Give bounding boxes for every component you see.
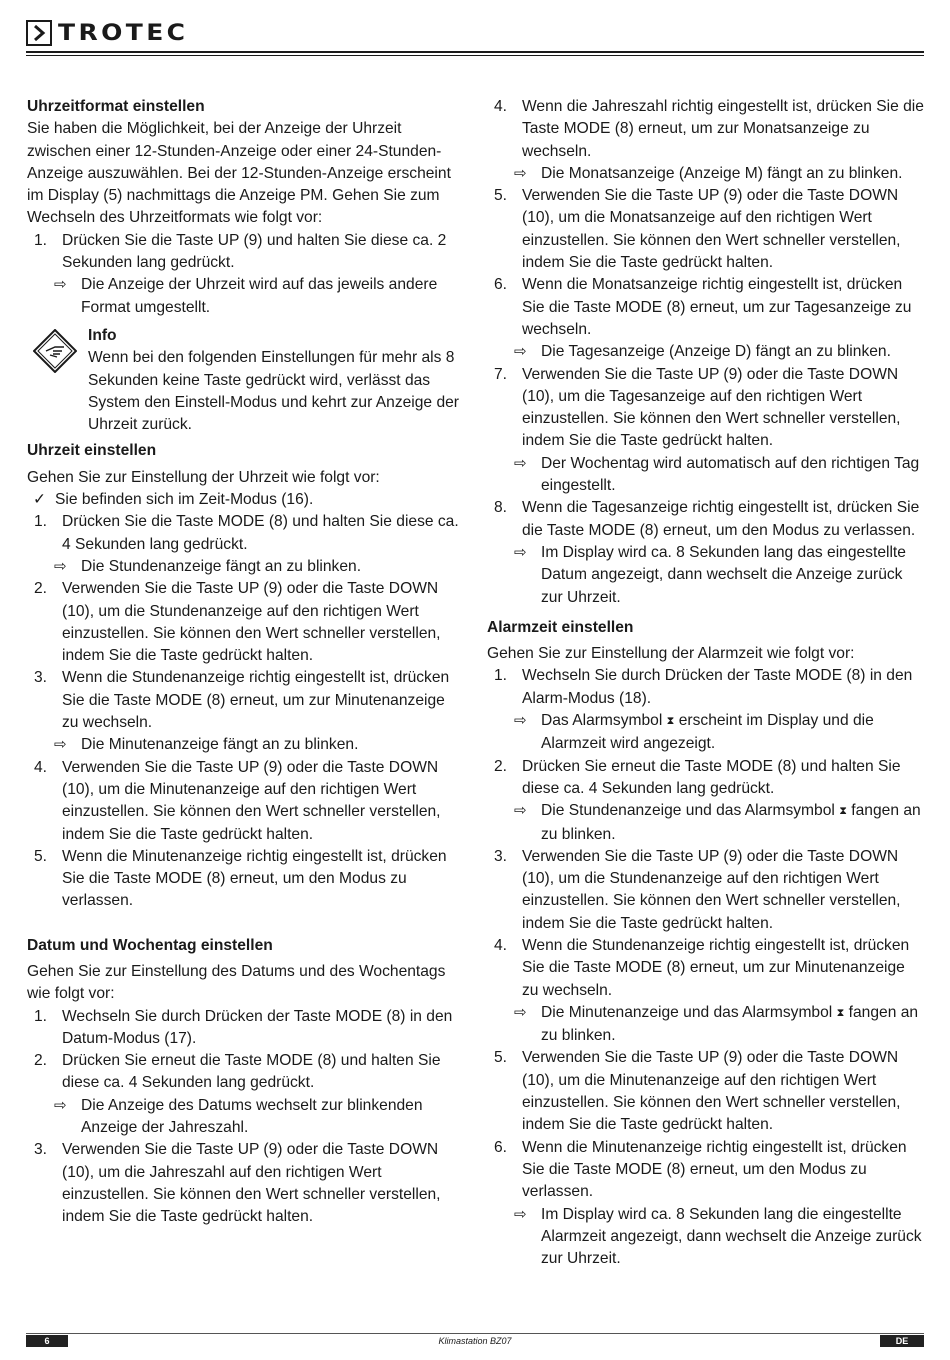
paragraph: Gehen Sie zur Einstellung der Uhrzeit wie folgt vor:	[27, 468, 380, 486]
list-number: 3.	[34, 1141, 48, 1159]
paragraph: Gehen Sie zur Einstellung des Datums und des Wochentags wie folgt vor:	[27, 962, 446, 1003]
result-text: Die Monatsanzeige (Anzeige M) fängt an zu blinken.	[541, 164, 903, 182]
list-number: 2.	[494, 757, 508, 775]
result-text: Die Stundenanzeige fängt an zu blinken.	[81, 557, 362, 575]
result-item	[487, 710, 925, 756]
check-icon: ✓	[33, 491, 47, 509]
list-item	[27, 1006, 465, 1051]
result-text: Die Tagesanzeige (Anzeige D) fängt an zu blinken.	[541, 343, 891, 361]
list-number: 8.	[494, 499, 508, 517]
list-number: 1.	[34, 513, 48, 531]
result-item	[27, 1095, 465, 1140]
list-number: 1.	[34, 1007, 48, 1025]
page-header	[26, 20, 924, 56]
arrow-right-icon: ⇨	[514, 164, 527, 182]
result-text: Im Display wird ca. 8 Sekunden lang die eingestellte Alarmzeit angezeigt, dann wechselt die Anzeige zurück zur Uhrzeit.	[541, 1205, 922, 1268]
result-text-a: Das Alarmsymbol	[541, 712, 663, 730]
result-item	[487, 453, 925, 498]
list-item	[487, 274, 925, 341]
brand-name: TROTEC	[58, 19, 189, 46]
list-text: Verwenden Sie die Taste UP (9) oder die Taste DOWN (10), um die Jahreszahl auf den richtigen Wert einzustellen. Sie können den Wert schneller verstellen, indem Sie die Taste gedrückt halten.	[62, 1141, 441, 1226]
list-number: 5.	[34, 847, 48, 865]
list-number: 3.	[494, 847, 508, 865]
result-item	[487, 341, 925, 363]
arrow-right-icon: ⇨	[514, 1003, 527, 1021]
list-text: Drücken Sie die Taste UP (9) und halten Sie diese ca. 2 Sekunden lang gedrückt.	[62, 231, 447, 272]
list-number: 2.	[34, 580, 48, 598]
result-item	[487, 1204, 925, 1271]
list-item	[27, 757, 465, 846]
list-item	[27, 667, 465, 734]
bell-icon: ⧗	[666, 715, 675, 728]
result-text: Die Anzeige des Datums wechselt zur blinkenden Anzeige der Jahreszahl.	[81, 1096, 423, 1137]
arrow-right-icon: ⇨	[54, 276, 67, 294]
right-column	[487, 96, 925, 1270]
list-number: 4.	[494, 98, 508, 115]
list-item	[27, 846, 465, 913]
arrow-right-icon: ⇨	[54, 736, 67, 754]
result-item	[27, 274, 465, 319]
list-number: 2.	[34, 1052, 48, 1070]
list-text: Wenn die Monatsanzeige richtig eingestellt ist, drücken Sie die Taste MODE (8) erneut, um zur Tagesanzeige zu wechseln.	[522, 276, 912, 338]
left-column	[27, 96, 465, 1229]
list-text: Wechseln Sie durch Drücken der Taste MODE (8) in den Alarm-Modus (18).	[522, 667, 913, 707]
bell-icon: ⧗	[836, 1006, 845, 1019]
list-number: 5.	[494, 1049, 508, 1067]
section-heading: Alarmzeit einstellen	[487, 618, 634, 636]
arrow-right-icon: ⇨	[54, 1096, 67, 1114]
result-text-b: fangen an zu blinken.	[541, 1003, 919, 1045]
bell-icon: ⧗	[839, 805, 847, 818]
list-number: 5.	[494, 187, 508, 205]
list-text: Wenn die Minutenanzeige richtig eingestellt ist, drücken Sie die Taste MODE (8) erneut, um den Modus zu verlassen.	[522, 1138, 907, 1201]
section-heading: Datum und Wochentag einstellen	[27, 936, 273, 954]
arrow-right-icon: ⇨	[514, 802, 527, 820]
info-text: Wenn bei den folgenden Einstellungen für mehr als 8 Sekunden keine Taste gedrückt wird, verlässt das System den Einstell-Modus und kehrt zur Anzeige der Uhrzeit zurück.	[88, 349, 459, 434]
list-item	[27, 1139, 465, 1228]
list-text: Wenn die Jahreszahl richtig eingestellt ist, drücken Sie die Taste MODE (8) erneut, um zur Monatsanzeige zu wechseln.	[522, 98, 924, 160]
info-title: Info	[88, 326, 117, 344]
result-item	[487, 1002, 925, 1048]
chevron-right-icon	[26, 20, 52, 46]
list-number: 1.	[34, 231, 48, 249]
list-item	[487, 497, 925, 542]
list-item	[487, 1137, 925, 1204]
list-number: 3.	[34, 669, 48, 687]
result-text-a: Die Stundenanzeige und das Alarmsymbol	[541, 802, 835, 820]
result-item	[487, 542, 925, 609]
header-divider	[26, 51, 924, 56]
list-item	[487, 935, 925, 1002]
list-item	[487, 364, 925, 453]
list-item	[27, 511, 465, 556]
result-text-a: Die Minutenanzeige und das Alarmsymbol	[541, 1003, 833, 1021]
page-footer	[26, 1333, 924, 1346]
arrow-right-icon: ⇨	[54, 557, 67, 575]
list-number: 6.	[494, 1138, 508, 1156]
list-item	[487, 1047, 925, 1136]
hand-pointer-icon	[33, 329, 77, 373]
paragraph: Gehen Sie zur Einstellung der Alarmzeit wie folgt vor:	[487, 645, 855, 663]
list-text: Drücken Sie die Taste MODE (8) und halten Sie diese ca. 4 Sekunden lang gedrückt.	[62, 513, 459, 553]
list-text: Verwenden Sie die Taste UP (9) oder die Taste DOWN (10), um die Stundenanzeige auf den richtigen Wert einzustellen. Sie können den Wert schneller verstellen, indem Sie die Taste gedrückt halten.	[522, 847, 901, 932]
result-text: Der Wochentag wird automatisch auf den richtigen Tag eingestellt.	[541, 454, 920, 495]
result-item	[487, 163, 925, 185]
result-text: Die Minutenanzeige fängt an zu blinken.	[81, 736, 359, 754]
list-item	[27, 578, 465, 667]
arrow-right-icon: ⇨	[514, 712, 527, 730]
list-text: Wechseln Sie durch Drücken der Taste MODE (8) in den Datum-Modus (17).	[62, 1007, 453, 1047]
result-text: Im Display wird ca. 8 Sekunden lang das eingestellte Datum angezeigt, dann wechselt die Anzeige zurück zur Uhrzeit.	[541, 543, 906, 606]
list-text: Verwenden Sie die Taste UP (9) oder die Taste DOWN (10), um die Monatsanzeige auf den richtigen Wert einzustellen. Sie können den Wert schneller verstellen, indem Sie die Taste gedrückt halten.	[522, 187, 901, 272]
footer-title: Klimastation BZ07	[438, 1336, 512, 1346]
list-item	[487, 185, 925, 274]
list-item	[487, 665, 925, 710]
page-number: 6	[26, 1335, 68, 1347]
brand-logo	[26, 20, 188, 46]
list-number: 1.	[494, 667, 508, 685]
arrow-right-icon: ⇨	[514, 454, 527, 472]
list-text: Wenn die Stundenanzeige richtig eingestellt ist, drücken Sie die Taste MODE (8) erneut, um zur Minutenanzeige zu wechseln.	[522, 936, 910, 999]
list-text: Wenn die Tagesanzeige richtig eingestellt ist, drücken Sie die Taste MODE (8) erneut, um den Modus zu verlassen.	[522, 499, 920, 539]
arrow-right-icon: ⇨	[514, 1205, 527, 1223]
arrow-right-icon: ⇨	[514, 343, 527, 361]
result-text: Die Anzeige der Uhrzeit wird auf das jeweils andere Format umgestellt.	[81, 276, 438, 316]
list-text: Drücken Sie erneut die Taste MODE (8) und halten Sie diese ca. 4 Sekunden lang gedrückt.	[522, 757, 901, 797]
section-heading: Uhrzeitformat einstellen	[27, 98, 205, 115]
list-text: Verwenden Sie die Taste UP (9) oder die Taste DOWN (10), um die Minutenanzeige auf den richtigen Wert einzustellen. Sie können den Wert schneller verstellen, indem Sie die Taste gedrückt halten.	[62, 758, 441, 843]
list-item	[487, 846, 925, 935]
section-heading: Uhrzeit einstellen	[27, 442, 157, 460]
list-number: 6.	[494, 276, 508, 294]
list-text: Verwenden Sie die Taste UP (9) oder die Taste DOWN (10), um die Minutenanzeige auf den richtigen Wert einzustellen. Sie können den Wert schneller verstellen, indem Sie die Taste gedrückt halten.	[522, 1049, 901, 1134]
language-badge: DE	[880, 1335, 924, 1347]
list-number: 4.	[494, 936, 508, 954]
list-item	[487, 756, 925, 801]
result-item	[27, 556, 465, 578]
result-item	[487, 800, 925, 846]
list-item	[487, 96, 925, 163]
paragraph: Sie haben die Möglichkeit, bei der Anzeige der Uhrzeit zwischen einer 12-Stunden-Anzeige oder einer 24-Stunden-Anzeige auszuwählen. Bei der 12-Stunden-Anzeige erscheint im Display (5) nachmittags die Anzeige PM. Gehen Sie zum Wechseln des Uhrzeitformats wie folgt vor:	[27, 120, 451, 227]
result-item	[27, 734, 465, 756]
list-text: Drücken Sie erneut die Taste MODE (8) und halten Sie diese ca. 4 Sekunden lang gedrückt.	[62, 1052, 441, 1092]
list-item	[27, 1050, 465, 1095]
precondition-item	[27, 489, 465, 511]
list-item	[27, 230, 465, 275]
list-text: Verwenden Sie die Taste UP (9) oder die Taste DOWN (10), um die Tagesanzeige auf den richtigen Wert einzustellen. Sie können den Wert schneller verstellen, indem Sie die Taste gedrückt halten.	[522, 365, 901, 450]
precondition-text: Sie befinden sich im Zeit-Modus (16).	[55, 491, 314, 509]
list-text: Wenn die Minutenanzeige richtig eingestellt ist, drücken Sie die Taste MODE (8) erneut, um den Modus zu verlassen.	[62, 847, 447, 910]
result-text-b: fangen an zu blinken.	[541, 802, 921, 843]
arrow-right-icon: ⇨	[514, 543, 527, 561]
result-text-b: erscheint im Display und die Alarmzeit wird angezeigt.	[541, 712, 874, 753]
info-box	[27, 325, 465, 436]
list-number: 4.	[34, 758, 48, 776]
list-text: Verwenden Sie die Taste UP (9) oder die Taste DOWN (10), um die Stundenanzeige auf den richtigen Wert einzustellen. Sie können den Wert schneller verstellen, indem Sie die Taste gedrückt halten.	[62, 580, 441, 665]
list-text: Wenn die Stundenanzeige richtig eingestellt ist, drücken Sie die Taste MODE (8) erneut, um zur Minutenanzeige zu wechseln.	[62, 669, 450, 732]
list-number: 7.	[494, 365, 508, 383]
